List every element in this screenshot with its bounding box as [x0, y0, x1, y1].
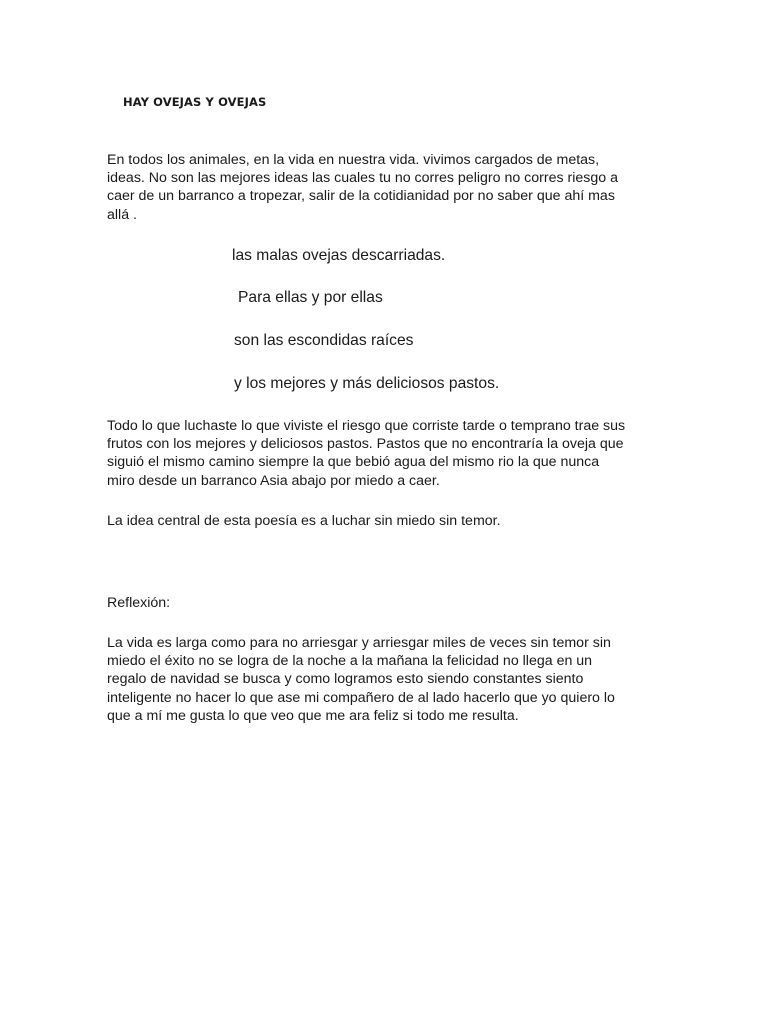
central-idea-line: La idea central de esta poesía es a luchar sin miedo sin temor.: [107, 513, 501, 529]
reflection-line: que a mí me gusta lo que veo que me ara feliz si todo me resulta.: [107, 707, 519, 724]
reflection-line: La vida es larga como para no arriesgar y arriesgar miles de veces sin temor sin: [107, 635, 611, 651]
body-line: frutos con los mejores y deliciosos pastos. Pastos que no encontraría la oveja que: [107, 436, 624, 453]
intro-line: ideas. No son las mejores ideas las cuales tu no corres peligro no corres riesgo a: [107, 170, 619, 187]
body-line: siguió el mismo camino siempre la que bebió agua del mismo rio la que nunca: [107, 454, 600, 471]
intro-line: allá .: [107, 206, 137, 223]
body-line: miro desde un barranco Asia abajo por miedo a caer.: [107, 472, 440, 489]
body-paragraph: [107, 417, 647, 490]
reflection-heading-text: Reflexión:: [107, 595, 171, 611]
central-idea-paragraph: [107, 512, 647, 530]
verse-line-3: son las escondidas raíces: [234, 332, 414, 349]
verse-line-2: Para ellas y por ellas: [238, 289, 383, 306]
reflection-line: inteligente no hacer lo que ase mi compañero de al lado hacerlo que yo quiero lo: [107, 689, 615, 706]
intro-line: En todos los animales, en la vida en nuestra vida. vivimos cargados de metas,: [107, 152, 600, 168]
verse-line-1: las malas ovejas descarriadas.: [232, 247, 446, 264]
intro-line: caer de un barranco a tropezar, salir de la cotidianidad por no saber que ahí mas: [107, 188, 615, 205]
body-line: Todo lo que luchaste lo que viviste el riesgo que corriste tarde o temprano trae sus: [107, 418, 626, 434]
reflection-line: miedo el éxito no se logra de la noche a la mañana la felicidad no llega en un: [107, 653, 593, 670]
reflection-line: regalo de navidad se busca y como logramos esto siendo constantes siento: [107, 671, 584, 688]
document-title: HAY OVEJAS Y OVEJAS: [123, 95, 267, 109]
reflection-heading: [107, 594, 647, 612]
reflection-paragraph: [107, 634, 647, 725]
verse-line-4: y los mejores y más deliciosos pastos.: [234, 375, 500, 392]
intro-paragraph: [107, 151, 647, 224]
